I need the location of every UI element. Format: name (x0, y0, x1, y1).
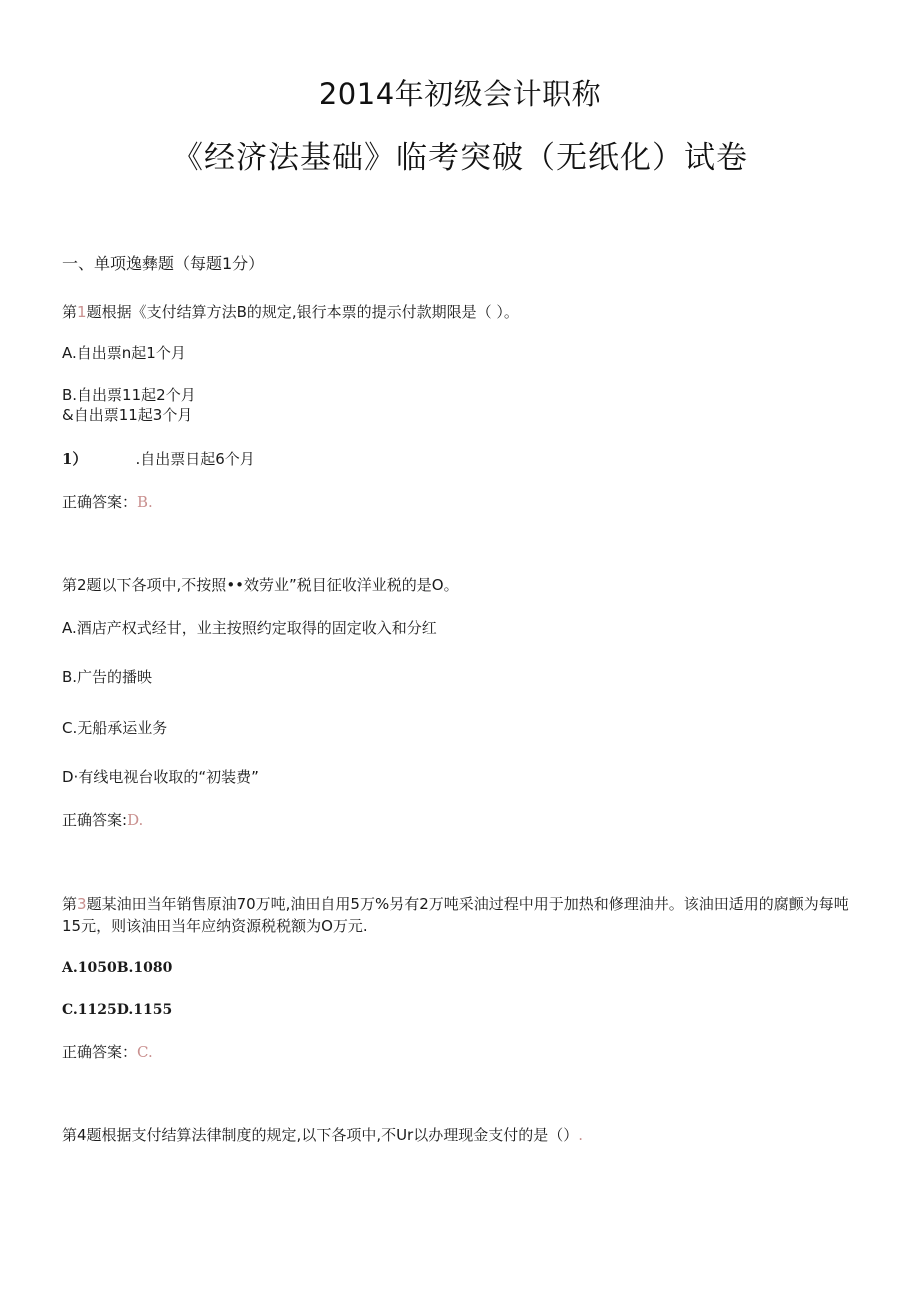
question-2-option-b: B.广告的播映 (62, 668, 153, 686)
document-subtitle: 《经济法基础》临考突破（无纸化）试卷 (172, 140, 748, 176)
question-4-stem (62, 1125, 583, 1145)
question-3-text: 题某油田当年销售原油70万吨,油田自用5万%另有2万吨采油过程中用于加热和修理油井。该油田适用的腐颤为每吨15元，则该油田当年应纳资源税税额为O万元. (62, 895, 849, 935)
question-2-option-a: A.酒店产权式经甘，业主按照约定取得的固定收入和分红 (62, 619, 437, 637)
question-1-text: 题根据《支付结算方法B的规定,银行本票的提示付款期限是（ ）。 (86, 303, 519, 321)
answer-label: 正确答案： (62, 1043, 138, 1061)
question-1-answer (62, 492, 153, 512)
question-3-options-cd: C.1125D.1155 (62, 1002, 173, 1018)
question-3-answer (62, 1042, 153, 1062)
answer-label: 正确答案： (62, 493, 138, 511)
question-1-number: 1 (77, 303, 87, 321)
answer-value: D. (127, 811, 144, 829)
answer-value: B. (137, 493, 153, 511)
question-3-prefix: 第 (62, 895, 78, 913)
question-4-text: 第4题根据支付结算法律制度的规定,以下各项中,不Ur以办理现金支付的是（） (62, 1126, 579, 1144)
option-d-marker: 1） (62, 450, 88, 468)
question-3-number: 3 (77, 895, 87, 913)
question-2-option-d: D·有线电视台收取的“初装费” (62, 768, 259, 786)
question-1-option-d (62, 449, 255, 469)
question-3-options-ab: A.1050B.1080 (62, 960, 173, 976)
question-1-option-a: A.自出票n起1个月 (62, 344, 186, 362)
question-1-option-b: B.自出票11起2个月 (62, 386, 196, 404)
question-2-stem: 第2题以下各项中,不按照••效劳业”税目征收洋业税的是O。 (62, 576, 459, 594)
question-2-answer (62, 810, 143, 830)
answer-value: C. (137, 1043, 153, 1061)
document-title: 2014年初级会计职称 (318, 77, 602, 111)
question-1-option-c: &自出票11起3个月 (62, 406, 193, 424)
question-2-option-c: C.无船承运业务 (62, 719, 168, 737)
question-4-tail: . (578, 1126, 584, 1144)
option-d-text: .自出票日起6个月 (135, 450, 255, 468)
section-heading: 一、单项逸彝题（每题1分） (62, 254, 265, 273)
question-3-stem (62, 893, 852, 937)
question-1-stem (62, 302, 519, 322)
question-1-prefix: 第 (62, 303, 78, 321)
answer-label: 正确答案: (62, 811, 128, 829)
